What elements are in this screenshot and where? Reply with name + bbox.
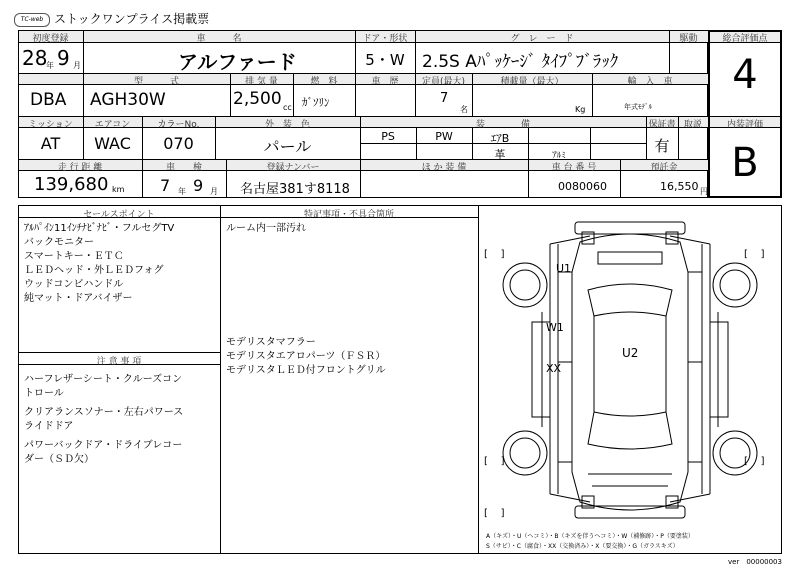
logo: TC-web [14, 13, 50, 27]
label-model: 型 式 [133, 77, 179, 87]
list-item: ルーム内一部汚れ [226, 223, 306, 234]
damage-mark-xx: XX [546, 362, 562, 375]
special-notes-top [226, 222, 476, 236]
color-no: 070 [163, 134, 194, 153]
label-inspection: 車 検 [165, 163, 202, 173]
damage-legend-line2: S（サビ）・C（腐食）・XX（交換済み）・X（要交換）・G（ガラスキズ） [486, 543, 679, 550]
label-mileage: 走 行 距 離 [57, 163, 103, 173]
label-drive: 駆動 [679, 34, 698, 44]
deposit: 16,550 [660, 180, 699, 193]
car-name: アルファード [178, 50, 297, 74]
chassis-number: 0080060 [558, 180, 607, 193]
label-mission: ミッション [28, 120, 73, 130]
label-aircon: エアコン [94, 120, 131, 130]
mission: AT [40, 134, 61, 153]
model: AGH30W [90, 90, 166, 110]
list-item: 純マット・ドアバイザー [24, 293, 133, 304]
grade: 2.5S Aﾊﾟｯｹｰｼﾞ ﾀｲﾌﾟﾌﾞﾗｯｸ [422, 52, 619, 72]
unit-km: km [112, 185, 125, 194]
special-notes-bottom [226, 336, 476, 378]
label-import: 輸 入 車 [627, 77, 673, 87]
label-year-model: 年式ﾓﾃﾞﾙ [624, 103, 652, 111]
label-displacement: 排 気 量 [245, 77, 278, 87]
mileage: 139,680 [34, 174, 109, 195]
label-exterior-color: 外 装 色 [264, 120, 310, 130]
unit-kg: Kg [575, 105, 586, 114]
capacity: 7 [440, 91, 449, 106]
label-cautions: 注 意 事 項 [96, 357, 142, 367]
label-usage: 車 歴 [371, 77, 399, 87]
unit-year: 年 [46, 61, 54, 70]
label-manual: 取説 [683, 120, 702, 130]
list-item: ハーフレザーシート・クルーズコン [24, 374, 183, 385]
list-item: ライドドア [24, 421, 74, 432]
sales-points-list [24, 222, 218, 306]
first-reg-year: 28 [22, 46, 48, 70]
equip-ps: PS [381, 130, 395, 143]
cautions-list [24, 373, 218, 467]
page-title: ストックワンプライス掲載票 [54, 12, 210, 26]
exterior-color: パール [263, 137, 312, 156]
inspection-month: 9 [193, 176, 204, 195]
inspection-year: 7 [160, 176, 171, 195]
unit-insp-month: 月 [210, 187, 218, 196]
label-load: 積載量（最大） [500, 77, 564, 87]
label-door-type: ドア・形状 [362, 34, 408, 44]
aircon: WAC [94, 134, 131, 153]
list-item: ＬＥＤヘッド・外ＬＥＤフォグ [24, 265, 164, 276]
list-item: ウッドコンビハンドル [24, 279, 124, 290]
bracket-left-top: [ ] [484, 249, 505, 260]
damage-mark-u1: U1 [556, 262, 572, 275]
equip-alloy: ｱﾙﾐ [552, 151, 566, 161]
unit-person: 名 [460, 105, 468, 114]
equip-leather: 革 [494, 148, 506, 161]
label-equipment: 装 備 [475, 120, 530, 130]
label-capacity: 定員(最大) [421, 77, 466, 87]
list-item: モデリスタマフラー [226, 337, 316, 348]
plate-number: 名古屋381す8118 [240, 182, 350, 197]
bracket-left-bottom: [ ] [484, 456, 505, 467]
unit-insp-year: 年 [178, 187, 186, 196]
list-item: モデリスタエアロパーツ（ＦＳＲ） [226, 351, 386, 362]
label-color-no: カラーNo. [157, 120, 200, 130]
list-item: ｱﾙﾊﾟｲﾝ11ｲﾝﾁﾅﾋﾞﾅﾋﾞ・フルセグTV [24, 223, 175, 234]
first-reg-month: 9 [57, 46, 70, 70]
label-interior-score: 内装評価 [726, 120, 763, 130]
label-first-reg: 初度登録 [32, 34, 69, 44]
list-item: モデリスタＬＥＤ付フロントグリル [226, 365, 386, 376]
label-deposit: 預託金 [650, 163, 678, 173]
label-chassis: 車 台 番 号 [551, 163, 597, 173]
label-fuel: 燃 料 [310, 77, 338, 87]
damage-mark-u2: U2 [622, 346, 639, 360]
damage-legend-line1: A（キズ）・U（ヘコミ）・B（キズを伴うヘコミ）・W（補修跡）・P（要塗装） [486, 533, 694, 540]
bracket-right-top: [ ] [744, 249, 765, 260]
bracket-bottom: [ ] [484, 508, 505, 519]
unit-yen: 円 [700, 187, 708, 196]
damage-mark-w1: W1 [546, 321, 564, 334]
label-overall-score: 総合評価点 [722, 34, 768, 44]
top-view [572, 234, 688, 510]
label-other-equip: ほ か 装 備 [421, 163, 467, 173]
warranty: 有 [654, 137, 670, 155]
label-warranty: 保証書 [648, 120, 676, 130]
car-damage-diagram [480, 212, 780, 528]
label-grade: グ レ ー ド [510, 34, 574, 44]
list-item: クリアランスソナー・左右パワース [24, 407, 184, 418]
version-label: ver 00000003 [728, 558, 782, 566]
equip-pw: PW [435, 130, 453, 143]
equip-airbag: ｴｱB [490, 132, 510, 145]
label-sales-points: セールスポイント [83, 210, 155, 220]
list-item: パワーバックドア・ドライブレコー [24, 440, 183, 451]
bracket-right-bottom: [ ] [744, 456, 765, 467]
label-car-name: 車 名 [196, 34, 242, 44]
fuel: ｶﾞｿﾘﾝ [302, 96, 330, 109]
displacement: 2,500 [233, 89, 282, 109]
overall-score: 4 [732, 52, 758, 98]
list-item: トロール [24, 388, 64, 399]
list-item: ダー（ＳＤ欠） [24, 454, 94, 465]
label-plate: 登録ナンバー [266, 163, 320, 173]
door-type: 5・W [365, 51, 405, 69]
model-prefix: DBA [30, 90, 67, 110]
unit-month: 月 [73, 61, 81, 70]
interior-score: B [731, 140, 759, 186]
unit-cc: cc [283, 103, 292, 112]
label-special-notes: 特記事項・不具合箇所 [303, 210, 394, 220]
list-item: バックモニター [24, 237, 94, 248]
list-item: スマートキー・ＥＴＣ [24, 251, 124, 262]
